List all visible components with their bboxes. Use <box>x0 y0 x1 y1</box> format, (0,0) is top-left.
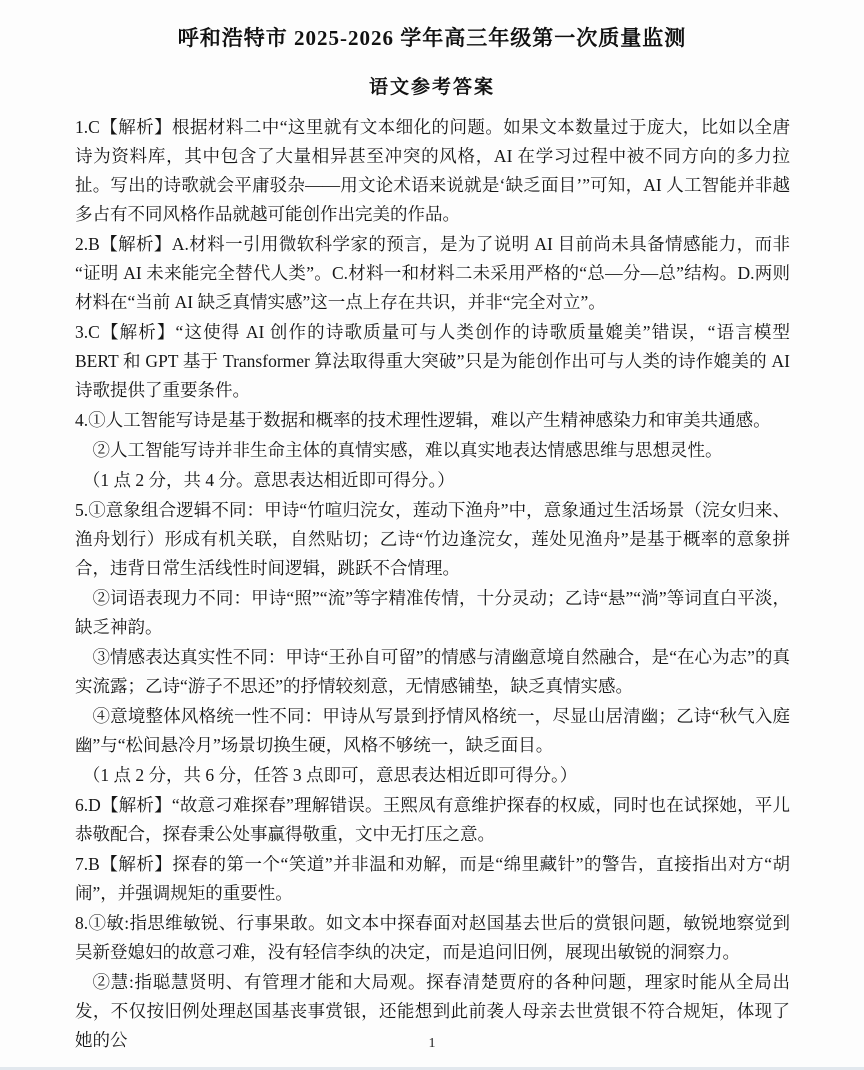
document-title: 呼和浩特市 2025-2026 学年高三年级第一次质量监测 <box>177 26 687 50</box>
answer-4-point-1: 4.①人工智能写诗是基于数据和概率的技术理性逻辑，难以产生精神感染力和审美共通感。 <box>75 410 771 430</box>
answer-3-analysis: 3.C【解析】“这使得 AI 创作的诗歌质量可与人类创作的诗歌质量媲美”错误，“语言模型 BERT 和 GPT 基于 Transformer 算法取得重大突破”只是为能创作出可与人类的诗作媲美的 AI 诗歌提供了重要条件。 <box>75 322 790 400</box>
answer-1-analysis: 1.C【解析】根据材料二中“这里就有文本细化的问题。如果文本数量过于庞大，比如以全唐诗为资料库，其中包含了大量相异甚至冲突的风格，AI 在学习过程中被不同方向的多力拉扯。写出的诗歌就会平庸驳杂——用文论术语来说就是‘缺乏面目’”可知，AI 人工智能并非越多占有不同风格作品就越可能创作出完美的作品。 <box>75 117 790 224</box>
answer-2-analysis: 2.B【解析】A.材料一引用微软科学家的预言，是为了说明 AI 目前尚未具备情感能力，而非“证明 AI 未来能完全替代人类”。C.材料一和材料二未采用严格的“总—分—总”结构。D.两则材料在“当前 AI 缺乏真情实感”这一点上存在共识，并非“完全对立”。 <box>75 234 790 312</box>
answer-8-point-2: ②慧:指聪慧贤明、有管理才能和大局观。探春清楚贾府的各种问题，理家时能从全局出发，不仅按旧例处理赵国基丧事赏银，还能想到此前袭人母亲去世赏银不符合规矩，体现了她的公 <box>75 972 790 1050</box>
answer-5-scoring-note: （1 点 2 分，共 6 分，任答 3 点即可，意思表达相近即可得分。） <box>82 765 578 785</box>
document-subtitle: 语文参考答案 <box>368 77 495 98</box>
answer-key-body <box>75 113 790 1055</box>
answer-8-point-1: 8.①敏:指思维敏锐、行事果敢。如文本中探春面对赵国基去世后的赏银问题，敏锐地察觉到吴新登媳妇的故意刁难，没有轻信李纨的决定，而是追问旧例，展现出敏锐的洞察力。 <box>75 913 790 962</box>
answer-6-analysis: 6.D【解析】“故意刁难探春”理解错误。王熙凤有意维护探春的权威，同时也在试探她，平儿恭敬配合，探春秉公处事赢得敬重，文中无打压之意。 <box>75 795 790 844</box>
answer-4-scoring-note: （1 点 2 分，共 4 分。意思表达相近即可得分。） <box>82 470 455 490</box>
answer-7-analysis: 7.B【解析】探春的第一个“笑道”并非温和劝解，而是“绵里藏针”的警告，直接指出对方“胡闹”，并强调规矩的重要性。 <box>75 854 790 903</box>
answer-5-point-3: ③情感表达真实性不同：甲诗“王孙自可留”的情感与清幽意境自然融合，是“在心为志”的真实流露；乙诗“游子不思还”的抒情较刻意，无情感铺垫，缺乏真情实感。 <box>75 647 790 696</box>
answer-5-point-1: 5.①意象组合逻辑不同：甲诗“竹喧归浣女，莲动下渔舟”中，意象通过生活场景（浣女归来、渔舟划行）形成有机关联，自然贴切；乙诗“竹边逢浣女，莲处见渔舟”是基于概率的意象拼合，违背日常生活线性时间逻辑，跳跃不合情理。 <box>75 500 790 578</box>
answer-5-point-4: ④意境整体风格统一性不同：甲诗从写景到抒情风格统一，尽显山居清幽；乙诗“秋气入庭幽”与“松间悬冷月”场景切换生硬，风格不够统一，缺乏面目。 <box>75 706 790 755</box>
answer-5-point-2: ②词语表现力不同：甲诗“照”“流”等字精准传情，十分灵动；乙诗“悬”“淌”等词直白平淡，缺乏神韵。 <box>75 588 790 637</box>
page-number: 1 <box>428 1036 436 1051</box>
answer-4-point-2: ②人工智能写诗并非生命主体的真情实感，难以真实地表达情感思维与思想灵性。 <box>92 440 723 460</box>
